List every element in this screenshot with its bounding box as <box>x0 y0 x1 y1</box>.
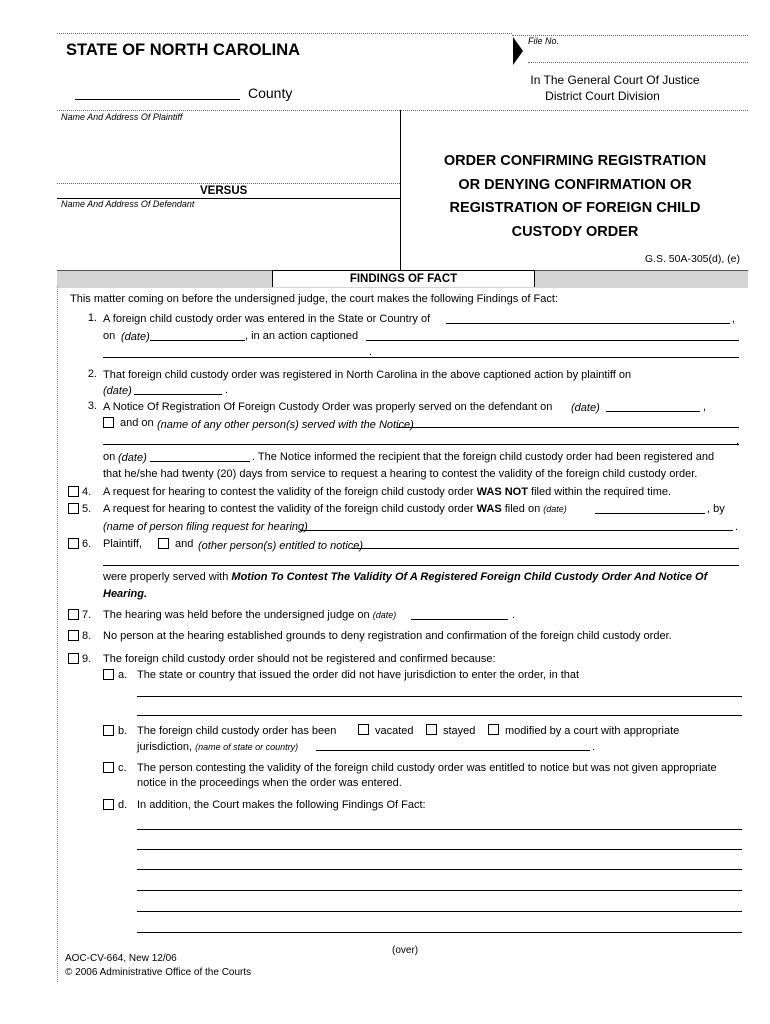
f9b-vacated: vacated <box>375 725 414 737</box>
f6-and: and <box>175 538 194 550</box>
f9a-checkbox[interactable] <box>103 669 114 680</box>
f5-by: , by <box>707 503 725 515</box>
left-margin-rule <box>57 287 58 982</box>
f9b-checkbox[interactable] <box>103 725 114 736</box>
f9d-text: In addition, the Court makes the following Findings Of Fact: <box>137 799 426 811</box>
f6-others-field2[interactable] <box>103 565 739 566</box>
f6-hearing: Hearing. <box>103 588 148 600</box>
f3-others-label: (name of any other person(s) served with the Notice) <box>157 419 414 431</box>
f6-others-label: (other person(s) entitled to notice) <box>198 540 364 552</box>
f5-date-field[interactable] <box>595 513 705 514</box>
f9c-letter: c. <box>118 762 127 774</box>
f7-checkbox[interactable] <box>68 609 79 620</box>
f9b-jurisdiction-line <box>137 740 298 754</box>
court-line2: District Court Division <box>545 89 660 103</box>
top-rule-left <box>57 33 512 34</box>
versus-label: VERSUS <box>200 185 248 197</box>
f2-num: 2. <box>87 368 97 380</box>
copyright: © 2006 Administrative Office of the Courts <box>65 967 252 978</box>
f1-period: . <box>369 346 373 358</box>
f9a-field2[interactable] <box>137 715 742 716</box>
f5-checkbox[interactable] <box>68 503 79 514</box>
f9d-field5[interactable] <box>137 911 742 912</box>
f6-served: were properly served with <box>103 571 229 583</box>
f3-text: A Notice Of Registration Of Foreign Custody Order was properly served on the defendant on <box>103 401 553 413</box>
title-line3: REGISTRATION OF FOREIGN CHILD <box>449 200 701 216</box>
f1-text: A foreign child custody order was entered in the State or Country of <box>103 313 431 325</box>
f3-and-on: and on <box>120 417 154 429</box>
title-line4: CUSTODY ORDER <box>511 223 639 240</box>
f3-others-checkbox[interactable] <box>103 417 114 428</box>
f3-notice2: that he/she had twenty (20) days from service to request a hearing to contest the validity of the foreign child custody order. <box>103 468 698 480</box>
f6-line <box>103 570 707 584</box>
f3-num: 3. <box>87 400 97 412</box>
statute-ref: G.S. 50A-305(d), (e) <box>644 253 740 265</box>
f9a-field1[interactable] <box>137 696 742 697</box>
f8-checkbox[interactable] <box>68 630 79 641</box>
f4-text: A request for hearing to contest the validity of the foreign child custody order <box>103 486 474 498</box>
f5-line <box>103 502 567 516</box>
f2-date-label: (date) <box>103 385 132 397</box>
f9a-letter: a. <box>118 669 128 681</box>
f9c-checkbox[interactable] <box>103 762 114 773</box>
f3-date-label: (date) <box>571 402 600 414</box>
f9d-field3[interactable] <box>137 869 742 870</box>
f9b-jurisdiction: jurisdiction, <box>137 741 193 753</box>
f8-text: No person at the hearing established grounds to deny registration and confirmation of the foreign child custody order. <box>103 630 672 642</box>
f9-checkbox[interactable] <box>68 653 79 664</box>
f9-num: 9. <box>82 653 92 665</box>
f2-period: . <box>225 384 229 396</box>
f6-checkbox[interactable] <box>68 538 79 549</box>
f1-caption-field2[interactable] <box>103 357 739 358</box>
f9b-vacated-checkbox[interactable] <box>358 724 369 735</box>
f4-line <box>103 485 671 499</box>
f9b-stayed-checkbox[interactable] <box>426 724 437 735</box>
file-no-label: File No. <box>528 36 560 46</box>
f3-date2-label: (date) <box>118 452 147 464</box>
f9b-modified: modified by a court with appropriate <box>505 725 680 737</box>
f5-person-label: (name of person filing request for hearing) <box>103 521 308 533</box>
plaintiff-label: Name And Address Of Plaintiff <box>61 112 183 122</box>
court-line1: In The General Court Of Justice <box>530 73 700 87</box>
f9b-period: . <box>592 741 596 753</box>
f1-date-label: (date) <box>121 331 150 343</box>
f9d-field1[interactable] <box>137 829 742 830</box>
f9d-letter: d. <box>118 799 128 811</box>
f5-date-label: (date) <box>543 504 567 514</box>
f1-comma: , <box>732 313 736 325</box>
f7-line <box>103 608 396 622</box>
f9c-text2: notice in the proceedings when the order was entered. <box>137 777 402 789</box>
findings-heading: FINDINGS OF FACT <box>272 270 535 287</box>
f3-date2-field[interactable] <box>150 461 250 462</box>
f7-date-label: (date) <box>372 610 397 620</box>
f9d-checkbox[interactable] <box>103 799 114 810</box>
f4-checkbox[interactable] <box>68 486 79 497</box>
f6-others-field[interactable] <box>352 548 739 549</box>
f5-num: 5. <box>82 503 92 515</box>
f6-motion: Motion To Contest The Validity Of A Registered Foreign Child Custody Order And Notice Of <box>231 571 708 583</box>
file-no-arrow-icon <box>513 37 523 65</box>
f3-others-field2[interactable] <box>103 444 739 445</box>
defendant-label: Name And Address Of Defendant <box>61 199 195 209</box>
f3-date-field[interactable] <box>606 411 700 412</box>
title-line1: ORDER CONFIRMING REGISTRATION <box>443 153 707 169</box>
f3-comma2: , <box>736 435 740 447</box>
form-id: AOC-CV-664, New 12/06 <box>65 953 177 964</box>
f4-end: filed within the required time. <box>531 486 672 498</box>
f3-others-field[interactable] <box>397 427 739 428</box>
f7-period: . <box>512 609 516 621</box>
state-title: STATE OF NORTH CAROLINA <box>66 41 301 59</box>
f2-date-field[interactable] <box>134 394 222 395</box>
f9b-modified-checkbox[interactable] <box>488 724 499 735</box>
versus-rule <box>57 183 400 184</box>
f4-num: 4. <box>82 486 92 498</box>
f7-num: 7. <box>82 609 92 621</box>
f4-bold: WAS NOT <box>476 486 528 498</box>
f3-notice: . The Notice informed the recipient that the foreign child custody order had been registered and <box>252 451 715 463</box>
f3-on: on <box>103 451 116 463</box>
findings-intro: This matter coming on before the undersigned judge, the court makes the following Findings of Fact: <box>70 293 558 305</box>
f7-text: The hearing was held before the undersigned judge on <box>103 609 370 621</box>
f5-person-field[interactable] <box>300 530 733 531</box>
f9b-state-label: (name of state or country) <box>195 742 299 752</box>
f9b-text: The foreign child custody order has been <box>137 725 337 737</box>
f9b-stayed: stayed <box>443 725 476 737</box>
f9-text: The foreign child custody order should not be registered and confirmed because: <box>103 653 496 665</box>
f1-caption-field[interactable] <box>366 340 739 341</box>
county-field[interactable] <box>75 99 240 100</box>
f1-state-field[interactable] <box>446 323 730 324</box>
f5-text: A request for hearing to contest the validity of the foreign child custody order <box>103 503 474 515</box>
f6-plaintiff: Plaintiff, <box>103 538 142 550</box>
f5-filed: filed on <box>504 503 541 515</box>
f6-others-checkbox[interactable] <box>158 538 169 549</box>
f9a-text: The state or country that issued the order did not have jurisdiction to enter the order, in that <box>137 669 580 681</box>
f8-num: 8. <box>82 630 92 642</box>
f5-bold: WAS <box>476 503 502 515</box>
f1-date-field[interactable] <box>150 340 245 341</box>
f9d-field2[interactable] <box>137 849 742 850</box>
f6-num: 6. <box>82 538 92 550</box>
title-line2: OR DENYING CONFIRMATION OR <box>458 176 692 193</box>
f9c-text: The person contesting the validity of the foreign child custody order was entitled to notice but was not given appropriate <box>137 762 717 774</box>
f5-period: . <box>735 521 739 533</box>
f3-comma: , <box>703 401 707 413</box>
f1-on: on <box>103 330 116 342</box>
county-label: County <box>248 85 293 101</box>
f7-date-field[interactable] <box>411 619 508 620</box>
over-label: (over) <box>392 945 419 956</box>
file-no-rule <box>528 62 748 63</box>
f9b-state-field[interactable] <box>316 750 590 751</box>
f2-text: That foreign child custody order was registered in North Carolina in the above captioned action by plaintiff on <box>103 369 632 381</box>
f9b-letter: b. <box>118 725 128 737</box>
f9d-field6[interactable] <box>137 932 742 933</box>
f1-num: 1. <box>87 312 97 324</box>
f9d-field4[interactable] <box>137 890 742 891</box>
order-title <box>405 150 745 244</box>
f1-caption-label: , in an action captioned <box>245 330 359 342</box>
